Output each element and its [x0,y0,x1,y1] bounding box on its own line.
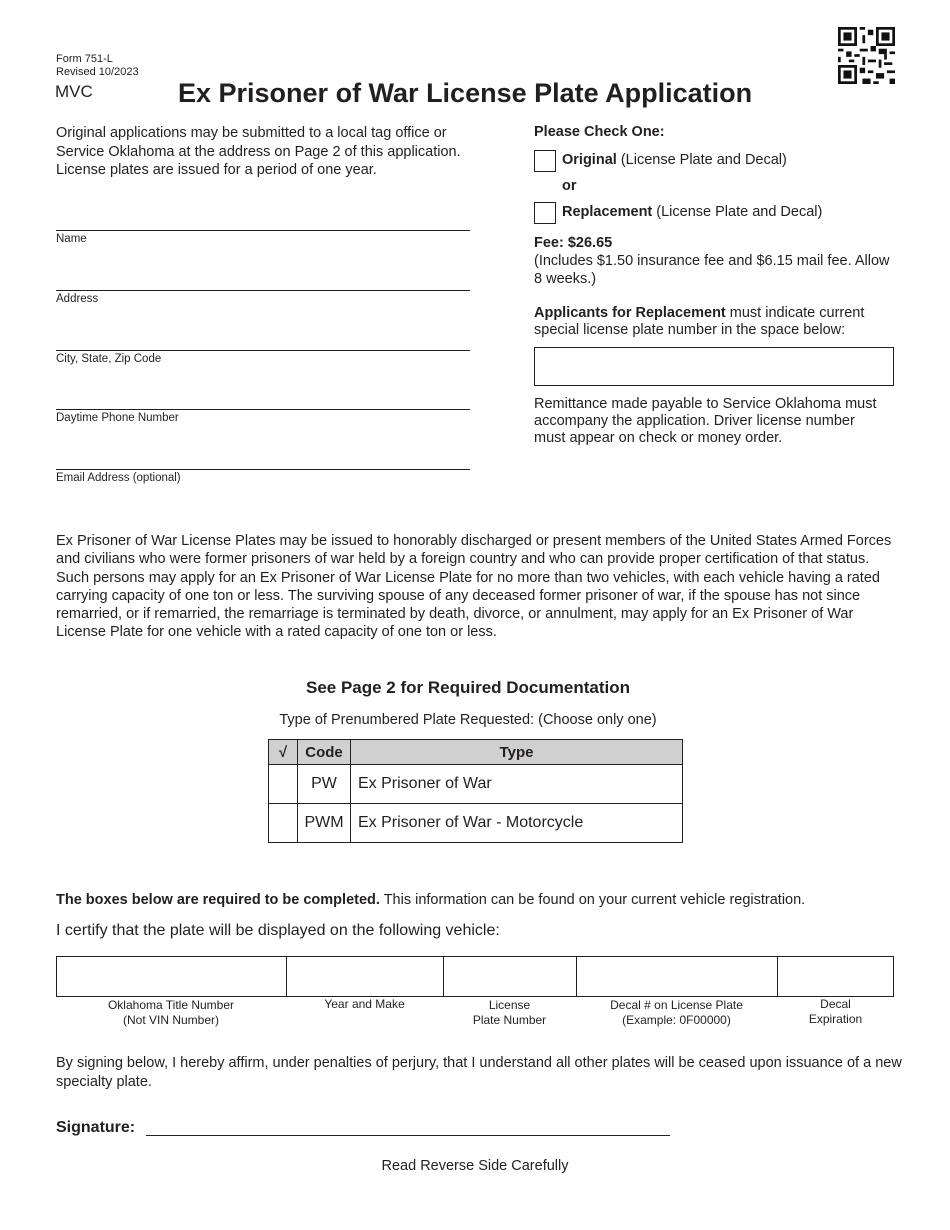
plate-code: PWM [298,804,351,843]
plate-type: Ex Prisoner of War [351,765,683,804]
replacement-option-detail: (License Plate and Decal) [652,204,823,220]
code-column-header: Code [298,740,351,765]
required-notice-detail: This information can be found on your current vehicle registration. [379,892,806,908]
vehicle-info-row [56,956,894,997]
current-plate-number-input[interactable] [534,347,894,386]
check-one-title: Please Check One: [534,124,665,140]
email-label: Email Address (optional) [56,472,181,484]
pw-select-box[interactable] [269,765,298,804]
title-number-label-line1: Oklahoma Title Number [107,998,235,1012]
address-field[interactable] [56,290,470,305]
required-notice [56,892,805,908]
replacement-option-label [562,204,822,220]
license-plate-label-line1: License [488,998,531,1012]
revision-date: Revised 10/2023 [56,66,139,78]
city-state-zip-label: City, State, Zip Code [56,353,162,365]
address-label: Address [56,293,99,305]
replacement-note-detail: must indicate current special license plate number in the space below: [534,305,865,338]
eligibility-paragraph: Ex Prisoner of War License Plates may be issued to honorably discharged or present members of the United States Armed Forces and civilians who were former prisoners of war held by a foreign country and who can provide proper certification of that status. Such persons may apply for an Ex Prisoner of War License Plate for no more than two vehicles, with each vehicle having a rated carrying capacity of one ton or less. The surviving spouse of any deceased former prisoner of war, if the spouse has not since remarried, or if remarried, the remarriage is terminated by death, divorce, or annulment, may apply for an Ex Prisoner of War License Plate for one vehicle with a rated capacity of one ton or less. [56,533,892,641]
original-option-detail: (License Plate and Decal) [616,152,787,168]
year-make-label-line1: Year and Make [324,997,405,1011]
form-number-block [56,53,139,79]
table-header-row [269,740,683,765]
year-make-input[interactable] [287,957,444,996]
table-row [269,765,683,804]
title-number-label-line2: (Not VIN Number) [122,1013,220,1027]
original-option-bold: Original [562,152,617,168]
phone-input-line[interactable] [56,409,470,410]
decal-number-label [576,998,777,1028]
replacement-note-bold: Applicants for Replacement [534,305,726,321]
affirmation-text: By signing below, I hereby affirm, under penalties of perjury, that I understand all other plates will be ceased upon issuance of a new specialty plate. [56,1055,902,1090]
name-label: Name [56,233,87,245]
check-column-header: √ [269,740,298,765]
signature-line[interactable] [146,1135,670,1136]
signature-label: Signature: [56,1119,136,1136]
certify-statement: I certify that the plate will be displayed on the following vehicle: [56,922,500,939]
phone-field[interactable] [56,409,470,424]
decal-expiration-label-line1: Decal [820,997,851,1011]
decal-number-label-line2: (Example: 0F00000) [622,1013,731,1027]
license-plate-number-input[interactable] [444,957,577,996]
replacement-checkbox[interactable] [534,202,556,224]
title-number-input[interactable] [57,957,287,996]
year-make-label [286,997,443,1012]
qr-code-icon [838,27,895,84]
required-notice-bold: The boxes below are required to be completed. [56,892,380,908]
fee-amount: Fee: $26.65 [534,235,613,251]
decal-expiration-input[interactable] [778,957,893,996]
remittance-note: Remittance made payable to Service Oklahoma must accompany the application. Driver license number must appear on check or money order. [534,396,877,446]
title-number-label [56,998,286,1028]
decal-number-input[interactable] [577,957,778,996]
form-number: Form 751-L [56,53,113,65]
plate-type-table [268,739,683,843]
license-plate-number-label [443,998,576,1028]
email-field[interactable] [56,469,470,484]
plate-code: PW [298,765,351,804]
replacement-note [534,305,896,338]
pwm-select-box[interactable] [269,804,298,843]
intro-text: Original applications may be submitted to a local tag office or Service Oklahoma at the address on Page 2 of this application. License plates are issued for a period of one year. [56,125,461,178]
original-option-label [562,152,787,168]
original-checkbox[interactable] [534,150,556,172]
fee-block [534,234,894,288]
decal-expiration-label-line2: Expiration [808,1012,863,1026]
plate-type: Ex Prisoner of War - Motorcycle [351,804,683,843]
or-separator: or [562,178,577,194]
phone-label: Daytime Phone Number [56,412,179,424]
decal-expiration-label [777,997,894,1027]
footer-note: Read Reverse Side Carefully [381,1158,569,1174]
name-input-line[interactable] [56,230,470,231]
city-state-zip-field[interactable] [56,350,470,365]
decal-number-label-line1: Decal # on License Plate [610,998,743,1012]
page-title: Ex Prisoner of War License Plate Application [178,78,753,108]
replacement-option-bold: Replacement [562,204,653,220]
address-input-line[interactable] [56,290,470,291]
plate-type-prompt: Type of Prenumbered Plate Requested: (Choose only one) [279,712,657,728]
fee-note: (Includes $1.50 insurance fee and $6.15 mail fee. Allow 8 weeks.) [534,253,890,287]
license-plate-label-line2: Plate Number [472,1013,547,1027]
name-field[interactable] [56,230,470,245]
type-column-header: Type [351,740,683,765]
table-row [269,804,683,843]
email-input-line[interactable] [56,469,470,470]
division-code: MVC [55,82,93,101]
city-state-zip-input-line[interactable] [56,350,470,351]
see-page-2-heading: See Page 2 for Required Documentation [305,678,630,697]
